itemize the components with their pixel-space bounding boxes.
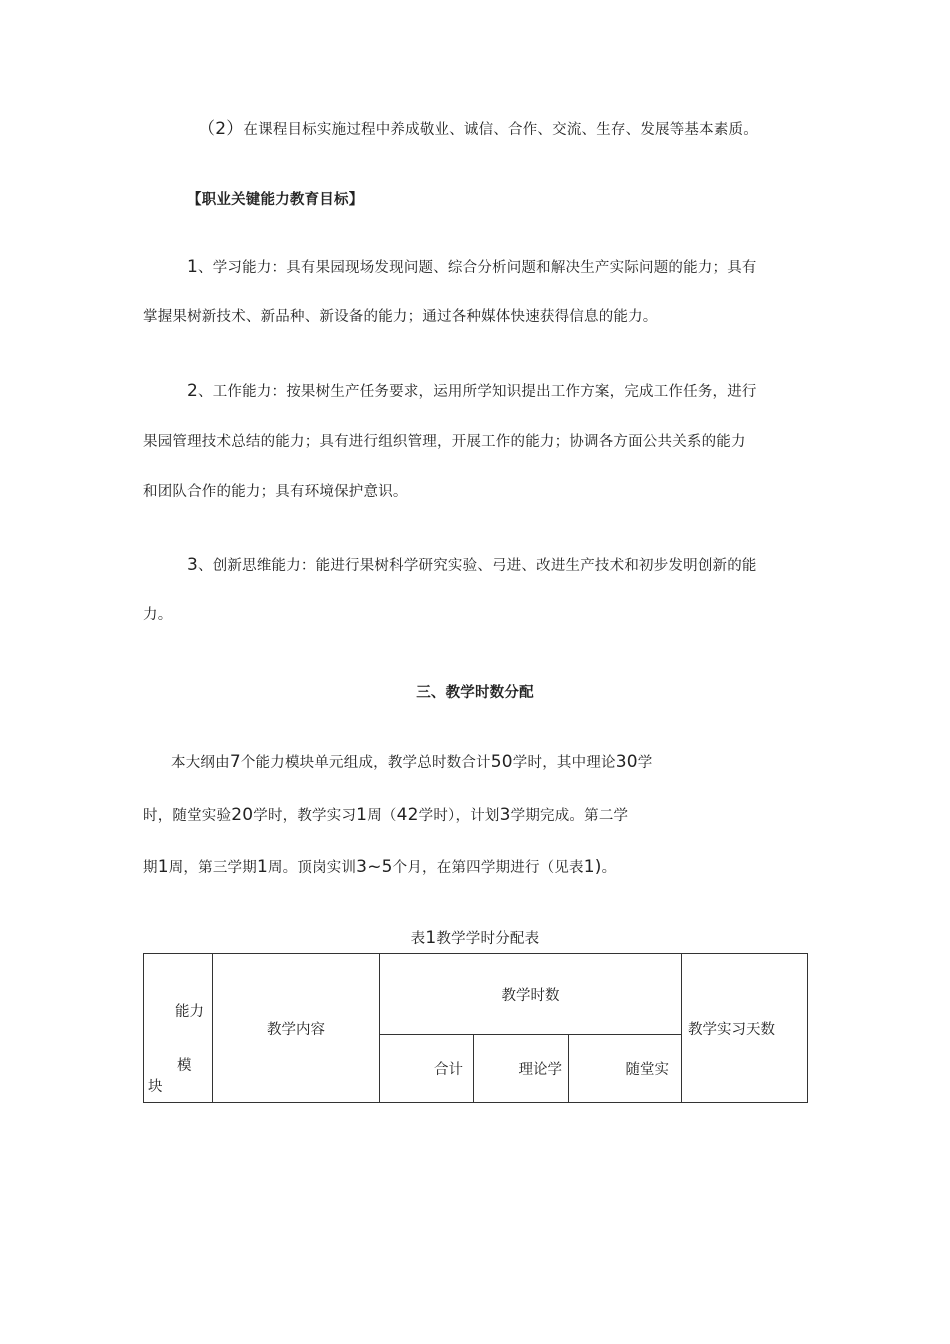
- text-run: 。: [601, 860, 617, 876]
- text-run: 学时，其中理论: [512, 755, 616, 771]
- item-text: 、工作能力：按果树生产任务要求，运用所学知识提出工作方案，完成工作任务，进行: [198, 384, 757, 400]
- number: 42: [396, 805, 419, 825]
- text-run: 周，第三学期: [168, 860, 257, 876]
- item-learning-ability-line1: [187, 257, 757, 278]
- header-practice-days: 教学实习天数: [682, 954, 808, 1103]
- text-run: 学: [637, 755, 653, 771]
- item-innovation-line1: [187, 555, 757, 576]
- number: 20: [231, 805, 254, 825]
- text-run: 本大纲由: [171, 755, 230, 771]
- number: 3~5: [356, 857, 393, 877]
- number: 30: [615, 752, 638, 772]
- number: 1): [583, 857, 602, 877]
- alloc-line2: [143, 805, 628, 826]
- number: 3: [499, 805, 511, 825]
- text-run: 期: [143, 860, 158, 876]
- text-run: 周（: [367, 808, 397, 824]
- number: 50: [490, 752, 513, 772]
- alloc-line3: [143, 857, 616, 878]
- text-run: 时，随堂实验: [143, 808, 232, 824]
- item-innovation-line2: 力。: [143, 607, 173, 623]
- section-heading-key-ability: 【职业关键能力教育目标】: [187, 191, 364, 208]
- item-text: 、创新思维能力：能进行果树科学研究实验、弓进、改进生产技术和初步发明创新的能: [198, 558, 757, 574]
- item-number: 3: [187, 555, 199, 575]
- header-ability-module: [144, 954, 213, 1103]
- item-learning-ability-line2: 掌握果树新技术、新品种、新设备的能力；通过各种媒体快速获得信息的能力。: [143, 309, 658, 325]
- text-run: 个月，在第四学期进行（见表: [392, 860, 584, 876]
- hours-allocation-table: [143, 953, 808, 1103]
- header-content: 教学内容: [213, 954, 380, 1103]
- subheader-total: 合计: [380, 1035, 474, 1103]
- item-text: 、学习能力：具有果园现场发现问题、综合分析问题和解决生产实际问题的能力；具有: [198, 260, 757, 276]
- table-caption: [0, 928, 950, 949]
- section-title-hours: 三、教学时数分配: [416, 684, 534, 701]
- paragraph-number: （2）: [198, 119, 244, 139]
- header-ability-text: 能力: [175, 1004, 204, 1020]
- header-ability-text: 模: [177, 1058, 192, 1074]
- subheader-theory: 理论学: [474, 1035, 569, 1103]
- item-work-ability-line3: 和团队合作的能力；具有环境保护意识。: [143, 484, 408, 500]
- number: 1: [356, 805, 368, 825]
- caption-text: 教学学时分配表: [436, 931, 540, 947]
- header-teaching-hours: 教学时数: [380, 954, 682, 1035]
- item-work-ability-line2: 果园管理技术总结的能力；具有进行组织管理，开展工作的能力；协调各方面公共关系的能力: [143, 434, 746, 450]
- item-number: 2: [187, 381, 199, 401]
- paragraph-basic-quality: [198, 119, 758, 140]
- header-ability-text: 块: [148, 1079, 163, 1095]
- subheader-lab: 随堂实: [569, 1035, 682, 1103]
- number: 7: [229, 752, 241, 772]
- alloc-line1: [171, 752, 652, 773]
- caption-number: 1: [425, 928, 437, 948]
- text-run: 学时），计划: [418, 808, 500, 824]
- paragraph-text: 在课程目标实施过程中养成敬业、诚信、合作、交流、生存、发展等基本素质。: [243, 122, 758, 138]
- table-header-row: [144, 954, 808, 1035]
- caption-text: 表: [410, 931, 426, 947]
- number: 1: [157, 857, 169, 877]
- text-run: 个能力模块单元组成，教学总时数合计: [240, 755, 491, 771]
- text-run: 周。顶岗实训: [267, 860, 357, 876]
- text-run: 学期完成。第二学: [510, 808, 629, 824]
- item-number: 1: [187, 257, 199, 277]
- item-work-ability-line1: [187, 381, 757, 402]
- number: 1: [256, 857, 268, 877]
- text-run: 学时，教学实习: [253, 808, 357, 824]
